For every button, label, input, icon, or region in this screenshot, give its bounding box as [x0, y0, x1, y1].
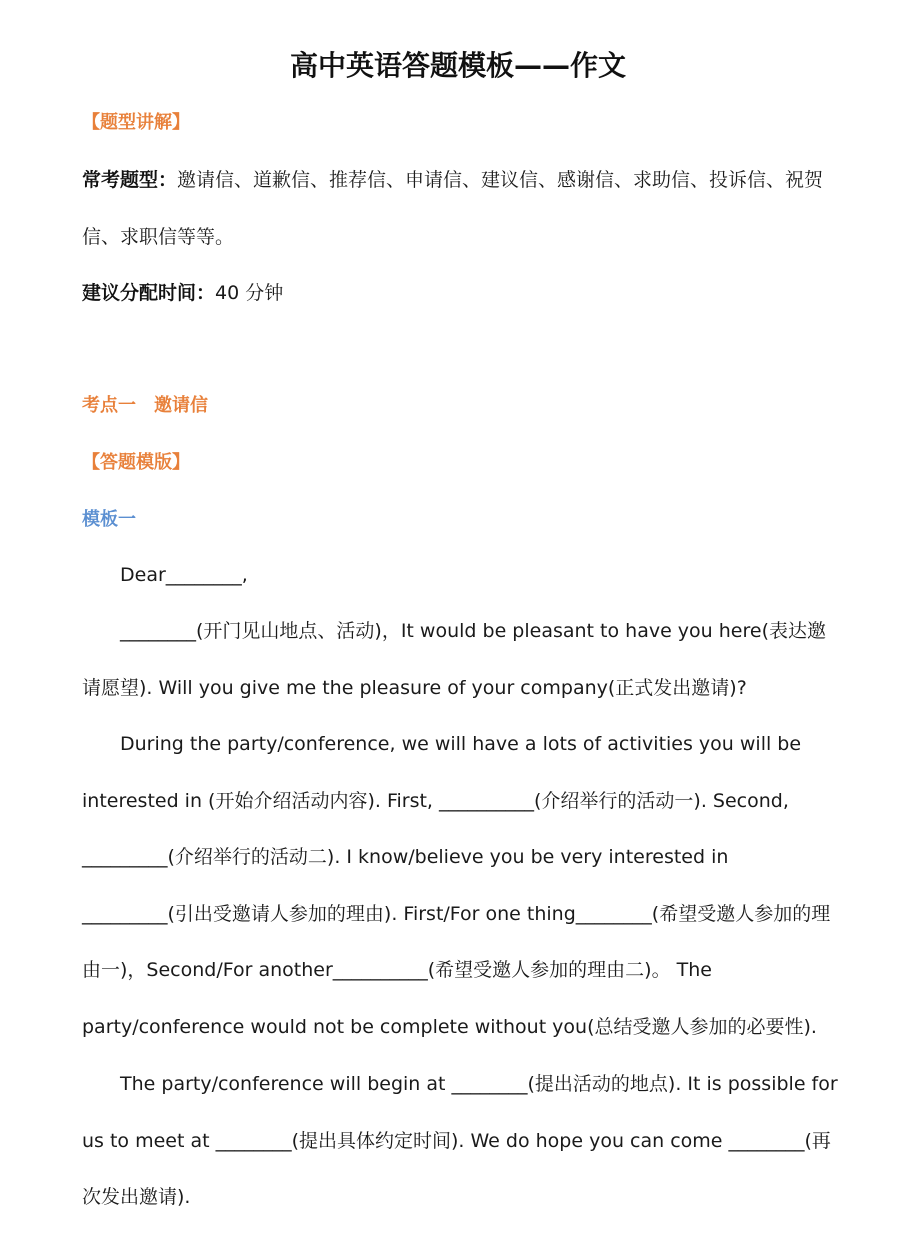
suggested-time-label: 建议分配时间： — [82, 282, 216, 304]
suggested-time-value: 40 分钟 — [215, 282, 284, 304]
common-types-value: 邀请信、道歉信、推荐信、申请信、建议信、感谢信、求助信、投诉信、祝贺 — [177, 169, 824, 191]
answer-template-header: 【答题模版】 — [82, 452, 190, 473]
template-name: 模板一 — [82, 509, 136, 530]
suggested-time-line — [82, 278, 852, 308]
letter-paragraph: The party/conference will begin at ________(提出活动的地点). It is possible for us to meet at ________(提出具体约定时间). We do hope you can come ________(再次发出邀请). — [82, 1073, 838, 1209]
letter-paragraph: ________(开门见山地点、活动)，It would be pleasant to have you here(表达邀请愿望). Will you give me the pleasure of your company(正式发出邀请)? — [82, 620, 826, 699]
common-types-label: 常考题型： — [82, 169, 178, 191]
letter-salutation: Dear________, — [120, 564, 248, 586]
page-title: 高中英语答题模板——作文 — [289, 49, 626, 82]
common-types-continuation: 信、求职信等等。 — [82, 226, 235, 248]
section-header: 【题型讲解】 — [82, 112, 190, 133]
point-title: 考点一 邀请信 — [82, 395, 208, 416]
letter-paragraph: During the party/conference, we will have a lots of activities you will be interested in (开始介绍活动内容). First, __________(介绍举行的活动一). Second, _________(介绍举行的活动二). I know/believe you be very interested in _________(引出受邀请人参加的理由). First/For one thing________(希望受邀人参加的理由一)，Second/For another__________(希望受邀人参加的理由二)。 The party/conference would not be complete without you(总结受邀人参加的必要性). — [82, 733, 831, 1038]
common-types-line — [82, 165, 852, 195]
